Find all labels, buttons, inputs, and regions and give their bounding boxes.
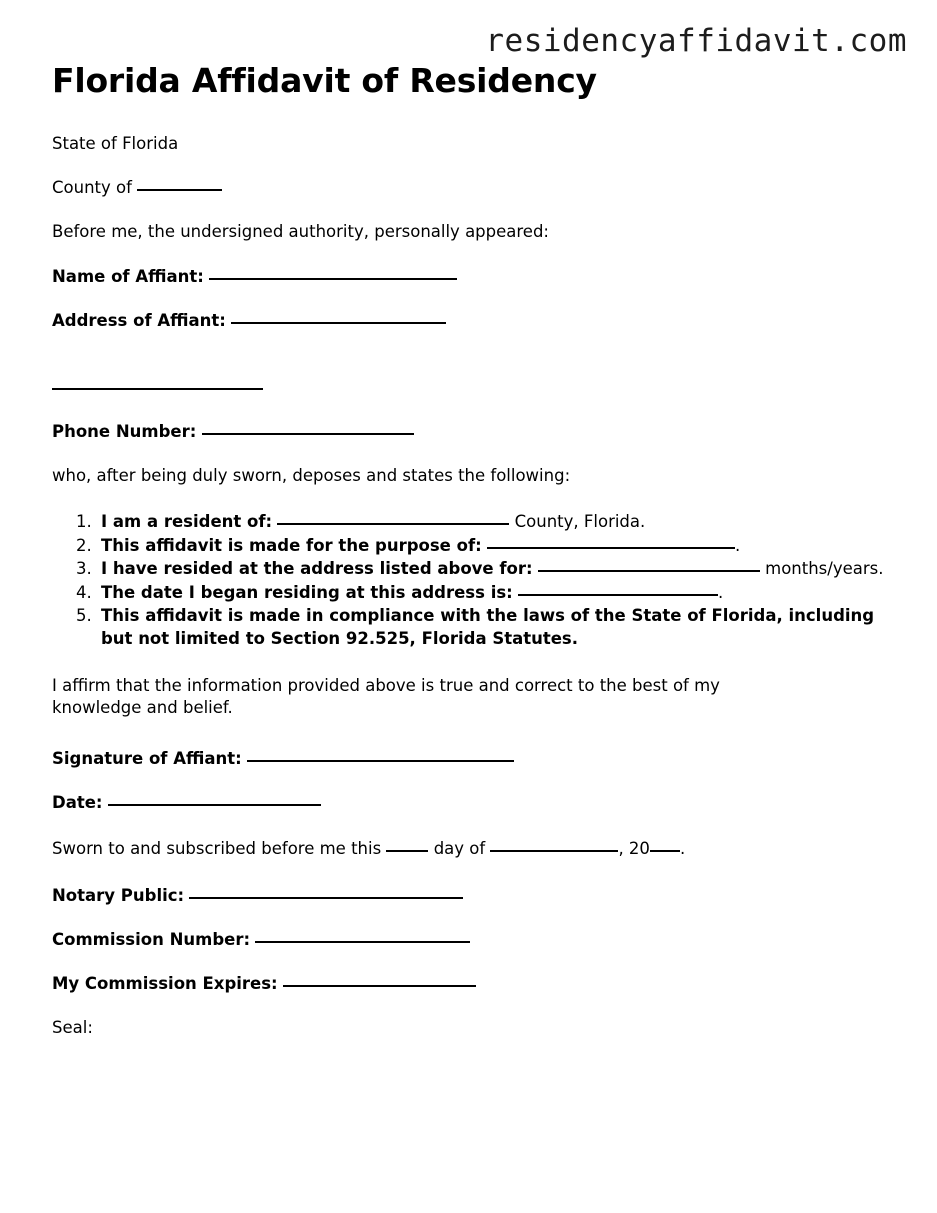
sworn-mid-text: day of: [433, 839, 486, 859]
address-continuation-row: [52, 354, 892, 398]
sworn-end-text: .: [679, 839, 686, 859]
claim-4-blank[interactable]: [518, 594, 718, 596]
notary-public-row: [52, 885, 892, 907]
commission-number-blank[interactable]: [255, 941, 470, 943]
claim-1-suffix: County, Florida.: [514, 512, 646, 532]
seal-label: Seal:: [52, 1018, 93, 1038]
claim-5-label: This affidavit is made in compliance with the laws of the State of Florida, including but not limited to Section 92.525, Florida Statutes.: [101, 606, 875, 649]
commission-expires-blank[interactable]: [283, 985, 476, 987]
notary-public-blank[interactable]: [189, 897, 463, 899]
sworn-intro-text: who, after being duly sworn, deposes and states the following:: [52, 465, 571, 485]
sworn-month-blank[interactable]: [490, 850, 618, 852]
commission-number-row: [52, 929, 892, 951]
commission-number-label: Commission Number:: [52, 929, 251, 949]
sworn-year-prefix: , 20: [618, 839, 650, 859]
commission-expires-row: [52, 973, 892, 995]
phone-number-row: [52, 421, 892, 443]
date-blank[interactable]: [108, 804, 321, 806]
state-line: [52, 133, 892, 155]
signature-of-affiant-blank[interactable]: [247, 760, 514, 762]
date-label: Date:: [52, 793, 103, 813]
claim-2-suffix: .: [734, 535, 741, 555]
claim-3-suffix: months/years.: [765, 559, 884, 579]
preamble-text: Before me, the undersigned authority, personally appeared:: [52, 222, 549, 242]
list-item: [97, 605, 892, 650]
county-label: County of: [52, 178, 132, 198]
address-continuation-blank[interactable]: [52, 388, 263, 390]
site-watermark: residencyaffidavit.com: [485, 23, 907, 59]
seal-row: [52, 1017, 892, 1039]
sworn-year-blank[interactable]: [650, 850, 680, 852]
name-of-affiant-row: [52, 266, 892, 288]
claim-2-label: This affidavit is made for the purpose of:: [101, 535, 482, 555]
phone-number-blank[interactable]: [202, 433, 414, 435]
county-line: [52, 177, 892, 199]
name-of-affiant-blank[interactable]: [209, 278, 457, 280]
claim-1-label: I am a resident of:: [101, 512, 273, 532]
claim-4-suffix: .: [718, 582, 724, 602]
affirmation-text: I affirm that the information provided above is true and correct to the best of my knowledge and belief.: [52, 675, 720, 718]
address-of-affiant-label: Address of Affiant:: [52, 311, 226, 330]
claim-1-blank[interactable]: [277, 523, 509, 525]
address-of-affiant-row: [52, 310, 892, 332]
claim-4-label: The date I began residing at this address is:: [101, 582, 513, 602]
list-item: [97, 582, 892, 605]
preamble-line: [52, 221, 892, 243]
sworn-intro-line: [52, 465, 892, 487]
page-title: Florida Affidavit of Residency: [52, 61, 597, 100]
list-item: [97, 535, 892, 558]
date-row: [52, 792, 892, 814]
sworn-subscribed-row: [52, 838, 892, 860]
affirmation-paragraph: [52, 675, 812, 720]
name-of-affiant-label: Name of Affiant:: [52, 266, 204, 286]
county-blank[interactable]: [137, 189, 222, 191]
phone-number-label: Phone Number:: [52, 421, 197, 441]
claim-3-blank[interactable]: [538, 570, 760, 572]
signature-of-affiant-label: Signature of Affiant:: [52, 748, 242, 768]
list-item: [97, 558, 892, 581]
claim-2-blank[interactable]: [487, 547, 735, 549]
sworn-prefix-text: Sworn to and subscribed before me this: [52, 839, 382, 859]
commission-expires-label: My Commission Expires:: [52, 974, 278, 994]
claims-list: [52, 511, 892, 651]
document-body: [52, 62, 892, 1062]
address-of-affiant-blank[interactable]: [231, 322, 446, 324]
notary-public-label: Notary Public:: [52, 885, 185, 905]
claim-3-label: I have resided at the address listed above for:: [101, 559, 533, 579]
state-line-text: State of Florida: [52, 133, 179, 153]
signature-of-affiant-row: [52, 748, 892, 770]
sworn-day-blank[interactable]: [386, 850, 428, 852]
list-item: [97, 511, 892, 534]
